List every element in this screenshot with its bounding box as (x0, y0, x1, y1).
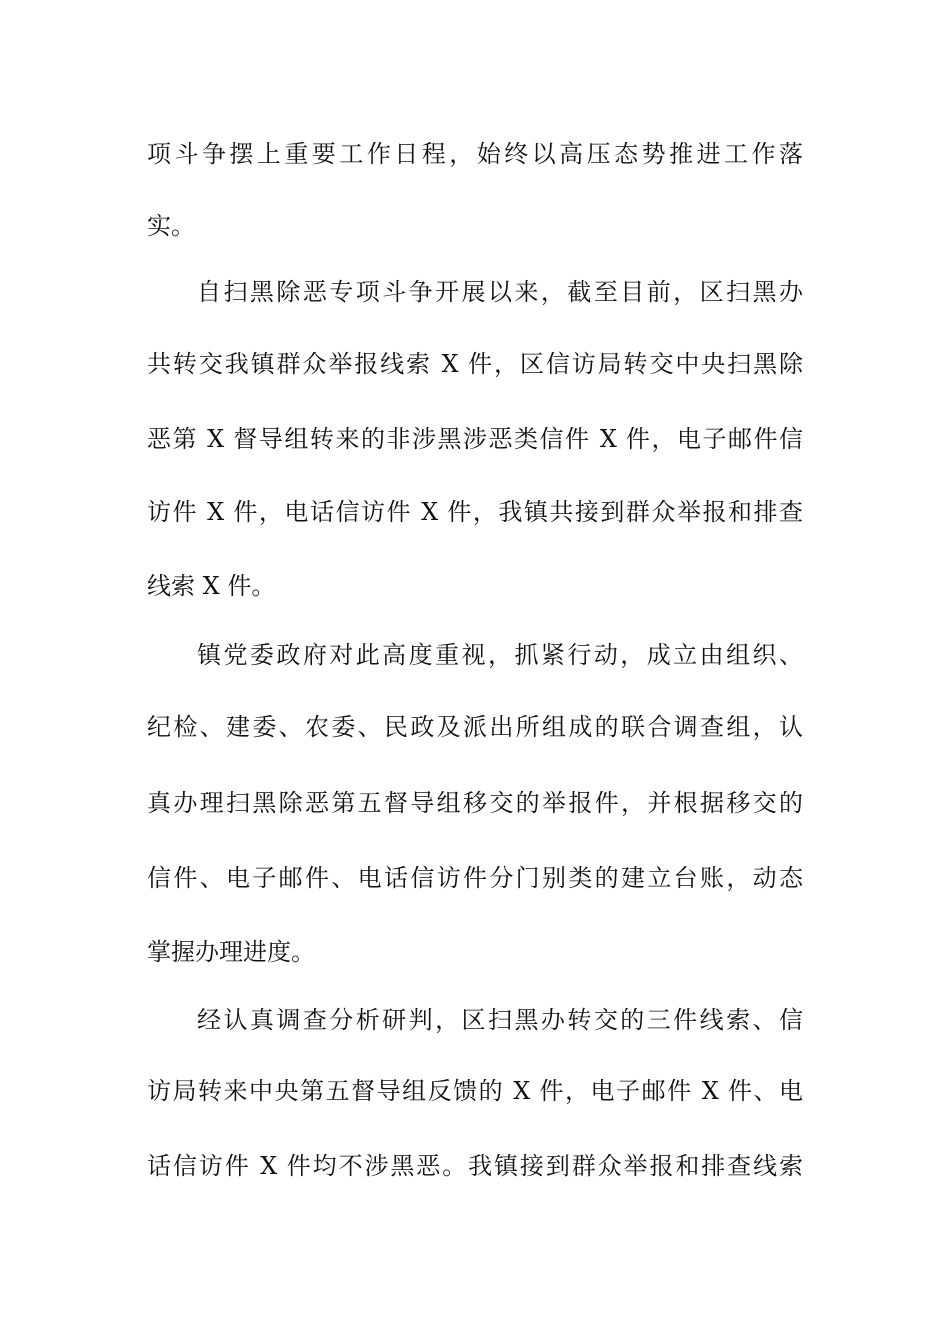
paragraph-1-line-4: 访件 X 件，电话信访件 X 件，我镇共接到群众举报和排查 (147, 498, 803, 526)
paragraph-2-line-4: 信件、电子邮件、电话信访件分门别类的建立台账，动态 (147, 864, 803, 892)
paragraph-2-line-5: 掌握办理进度。 (147, 938, 315, 966)
paragraph-1-line-2: 共转交我镇群众举报线索 X 件，区信访局转交中央扫黑除 (147, 350, 803, 378)
text-line-1: 项斗争摆上重要工作日程，始终以高压态势推进工作落 (147, 140, 803, 168)
paragraph-2-line-2: 纪检、建委、农委、民政及派出所组成的联合调查组，认 (147, 713, 803, 741)
paragraph-1-line-1: 自扫黑除恶专项斗争开展以来，截至目前，区扫黑办 (197, 278, 803, 306)
paragraph-1-line-3: 恶第 X 督导组转来的非涉黑涉恶类信件 X 件，电子邮件信 (147, 425, 803, 453)
text-line-2: 实。 (147, 212, 195, 240)
paragraph-3-line-2: 访局转来中央第五督导组反馈的 X 件，电子邮件 X 件、电 (147, 1077, 803, 1105)
paragraph-1-line-5: 线索 X 件。 (147, 572, 276, 600)
paragraph-3-line-3: 话信访件 X 件均不涉黑恶。我镇接到群众举报和排查线索 (147, 1152, 803, 1180)
paragraph-3-line-1: 经认真调查分析研判，区扫黑办转交的三件线索、信 (197, 1006, 803, 1034)
paragraph-2-line-3: 真办理扫黑除恶第五督导组移交的举报件，并根据移交的 (147, 789, 803, 817)
paragraph-2-line-1: 镇党委政府对此高度重视，抓紧行动，成立由组织、 (197, 641, 803, 669)
